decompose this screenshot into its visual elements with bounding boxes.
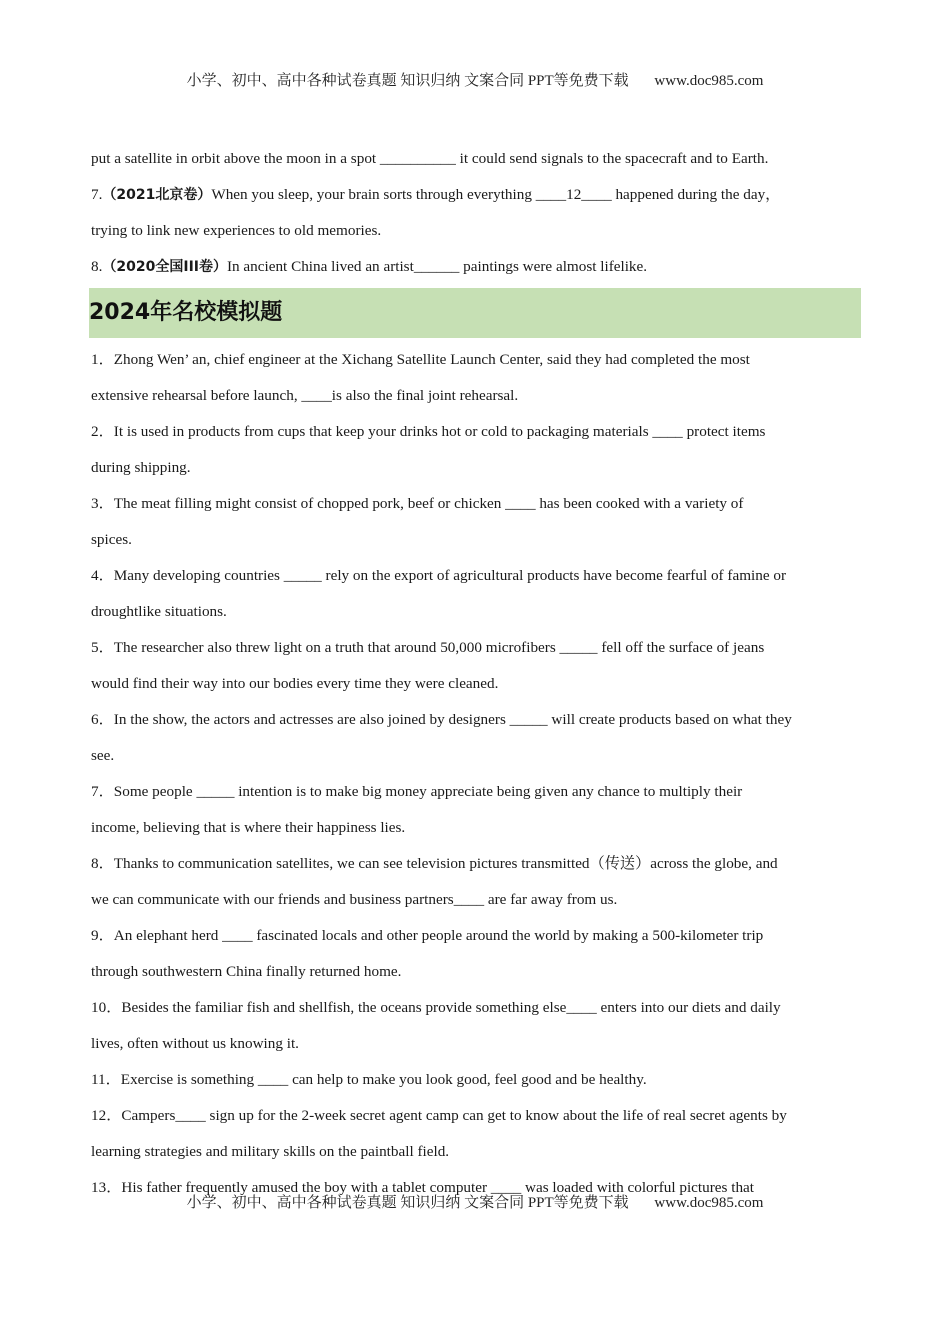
question-2-line-1: 2．It is used in products from cups that keep your drinks hot or cold to packaging materials ____ protect items: [91, 423, 766, 440]
question-8-line-1: 8．Thanks to communication satellites, we can see television pictures transmitted（传送）across the globe, and: [91, 855, 778, 872]
question-12-line-2: learning strategies and military skills on the paintball field.: [91, 1143, 450, 1160]
question-12-line-1: 12．Campers____ sign up for the 2-week secret agent camp can get to know about the life of real secret agents by: [91, 1107, 787, 1124]
question-10-line-2: lives, often without us knowing it.: [91, 1035, 299, 1052]
question-5-line-2: would find their way into our bodies every time they were cleaned.: [91, 675, 499, 692]
question-9-line-1: 9．An elephant herd ____ fascinated locals and other people around the world by making a 500-kilometer trip: [91, 927, 764, 944]
question-10-line-1: 10．Besides the familiar fish and shellfish, the oceans provide something else____ enters into our diets and daily: [91, 999, 781, 1016]
question-5-line-1: 5．The researcher also threw light on a truth that around 50,000 microfibers _____ fell off the surface of jeans: [91, 639, 765, 656]
footer-text: 小学、初中、高中各种试卷真题 知识归纳 文案合同 PPT等免费下载: [186, 1195, 629, 1211]
answer-blank: ____12____: [535, 186, 612, 203]
footer-url[interactable]: www.doc985.com: [654, 1195, 764, 1211]
continuation-line: put a satellite in orbit above the moon in a spot __________ it could send signals to the spacecraft and to Earth.: [91, 150, 769, 167]
question-number: 8.: [91, 258, 103, 275]
page-footer: [0, 1191, 950, 1212]
question-source: （2021北京卷）: [102, 187, 212, 203]
header-url[interactable]: www.doc985.com: [654, 73, 764, 89]
question-3-line-1: 3．The meat filling might consist of chopped pork, beef or chicken ____ has been cooked with a variety of: [91, 495, 744, 512]
question-1-line-2: extensive rehearsal before launch, ____is also the final joint rehearsal.: [91, 387, 519, 404]
question-prev-8: 8.（2020全国III卷）In ancient China lived an artist______ paintings were almost lifelike.: [91, 258, 648, 275]
question-1-line-1: 1．Zhong Wen’ an, chief engineer at the Xichang Satellite Launch Center, said they had completed the most: [91, 351, 750, 368]
header-text: 小学、初中、高中各种试卷真题 知识归纳 文案合同 PPT等免费下载: [186, 73, 629, 89]
question-7-line-1: 7．Some people _____ intention is to make big money appreciate being given any chance to multiply their: [91, 783, 743, 800]
document-body: [91, 141, 861, 1206]
question-6-line-2: see.: [91, 747, 115, 764]
question-number: 7.: [91, 186, 103, 203]
question-prev-7-cont: trying to link new experiences to old memories.: [91, 222, 382, 239]
question-11-line-1: 11．Exercise is something ____ can help to make you look good, feel good and be healthy.: [91, 1071, 647, 1088]
question-2-line-2: during shipping.: [91, 459, 191, 476]
question-8-line-2: we can communicate with our friends and business partners____ are far away from us.: [91, 891, 618, 908]
question-9-line-2: through southwestern China finally returned home.: [91, 963, 402, 980]
page-header: [0, 69, 950, 90]
question-7-line-2: income, believing that is where their happiness lies.: [91, 819, 406, 836]
question-6-line-1: 6．In the show, the actors and actresses are also joined by designers _____ will create products based on what they: [91, 711, 792, 728]
question-source: （2020全国III卷）: [102, 259, 227, 275]
question-list: [91, 342, 861, 1206]
question-prev-7: 7.（2021北京卷）When you sleep, your brain sorts through everything ____12____ happened during the day，: [91, 186, 781, 203]
question-4-line-1: 4．Many developing countries _____ rely on the export of agricultural products have become fearful of famine or: [91, 567, 787, 584]
question-13-line-1: 13．His father frequently amused the boy with a tablet computer ____ was loaded with colorful pictures that: [91, 1179, 755, 1196]
question-4-line-2: droughtlike situations.: [91, 603, 227, 620]
question-3-line-2: spices.: [91, 531, 132, 548]
section-heading: 2024年名校模拟题: [89, 288, 861, 338]
